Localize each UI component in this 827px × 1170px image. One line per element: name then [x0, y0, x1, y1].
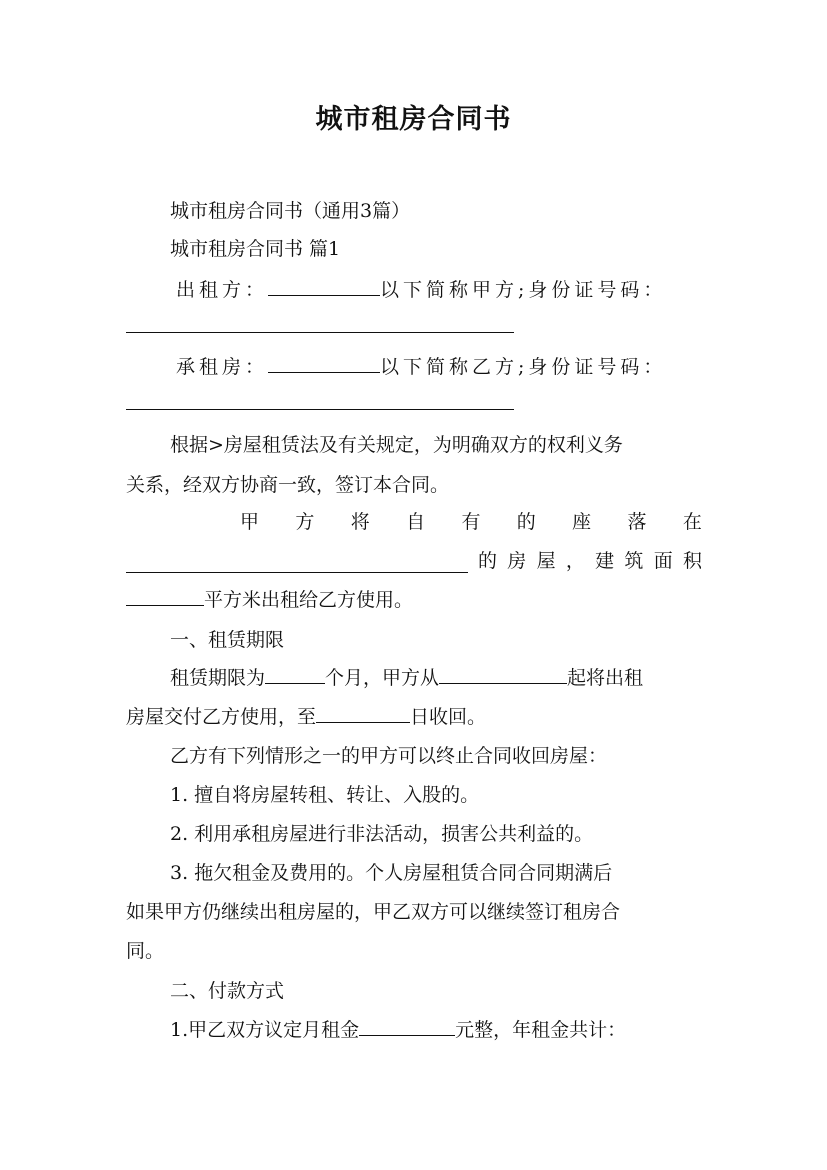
lessee-id-blank: [126, 389, 514, 410]
termination-item-1: 1. 擅自将房屋转租、转让、入股的。: [170, 784, 480, 806]
termination-item-3-line-2: 如果甲方仍继续出租房屋的，甲乙双方可以继续签订租房合: [126, 901, 621, 923]
months-blank: [265, 663, 325, 684]
payment-text-2: 元整，年租金共计：: [455, 1019, 627, 1041]
clause-house-line: [126, 546, 702, 576]
lessor-suffix: 以下简称甲方;身份证号码：: [380, 279, 667, 301]
lessor-line: [176, 275, 702, 305]
term-text-2: 个月，甲方从: [325, 667, 440, 689]
lessor-label: 出租方：: [176, 279, 269, 301]
clause-intro-char: 甲: [240, 511, 260, 533]
clause-house-char: 建: [595, 550, 615, 572]
clause-house-char: 屋: [536, 550, 556, 572]
term-text-4: 房屋交付乙方使用，至: [126, 706, 317, 728]
lessee-name-blank: [268, 352, 380, 373]
clause-intro-char: 的: [516, 511, 536, 533]
payment-line-1: [170, 1015, 702, 1045]
clause-intro-char: 有: [461, 511, 481, 533]
clause-intro-char: 方: [295, 511, 315, 533]
termination-item-3-line-1: 3. 拖欠租金及费用的。个人房屋租赁合同合同期满后: [170, 862, 613, 884]
clause-house-char: 积: [682, 550, 702, 572]
preamble-line-1: 根据>房屋租赁法及有关规定，为明确双方的权利义务: [170, 434, 623, 456]
term-line-2: [126, 702, 702, 732]
lessee-line: [176, 352, 702, 382]
end-date-blank: [316, 702, 410, 723]
clause-area-line: [126, 585, 702, 615]
clause-intro-line: [240, 507, 702, 537]
term-text-3: 起将出租: [567, 667, 644, 689]
clause-house-text: [478, 546, 702, 576]
term-text-5: 日收回。: [410, 706, 487, 728]
document-title: 城市租房合同书: [315, 104, 512, 135]
termination-item-2: 2. 利用承租房屋进行非法活动，损害公共利益的。: [170, 823, 594, 845]
payment-text-1: 1.甲乙双方议定月租金: [170, 1019, 360, 1041]
clause-intro-char: 座: [572, 511, 592, 533]
lessor-id-line: [126, 312, 702, 342]
house-address-blank: [126, 552, 468, 573]
clause-intro-char: 在: [682, 511, 702, 533]
document-subtitle: 城市租房合同书（通用3篇）: [170, 200, 411, 222]
clause-house-char: 面: [653, 550, 673, 572]
termination-intro: 乙方有下列情形之一的甲方可以终止合同收回房屋：: [170, 745, 608, 767]
section-heading: 城市租房合同书 篇1: [170, 238, 341, 260]
clause-intro-char: 将: [350, 511, 370, 533]
term-line-1: [170, 663, 702, 693]
preamble-line-2: 关系，经双方协商一致，签订本合同。: [126, 474, 450, 496]
clause-house-char: ，: [565, 550, 585, 572]
monthly-rent-blank: [359, 1015, 455, 1036]
heading-lease-term: 一、租赁期限: [170, 629, 285, 651]
start-date-blank: [439, 663, 567, 684]
area-blank: [126, 585, 204, 606]
clause-house-char: 房: [507, 550, 527, 572]
lessor-id-blank: [126, 312, 514, 333]
heading-payment: 二、付款方式: [170, 980, 285, 1002]
clause-intro-char: 落: [627, 511, 647, 533]
lessee-suffix: 以下简称乙方;身份证号码：: [380, 356, 667, 378]
clause-house-char: 筑: [624, 550, 644, 572]
termination-item-3-line-3: 同。: [126, 940, 165, 962]
term-text-1: 租赁期限为: [170, 667, 266, 689]
clause-house-char: 的: [478, 550, 498, 572]
lessor-name-blank: [268, 275, 380, 296]
clause-area-suffix: 平方米出租给乙方使用。: [204, 589, 414, 611]
lessee-label: 承租房：: [176, 356, 269, 378]
lessee-id-line: [126, 389, 702, 419]
clause-intro-char: 自: [406, 511, 426, 533]
